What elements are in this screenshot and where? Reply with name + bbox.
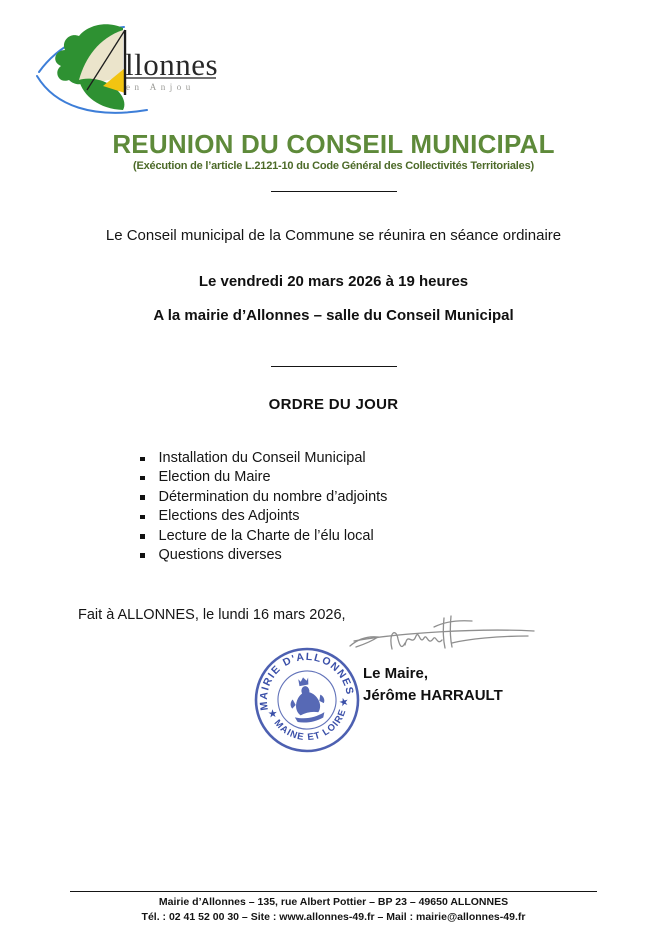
list-item xyxy=(140,528,387,547)
agenda-item-label: Installation du Conseil Municipal xyxy=(158,450,366,466)
logo-tagline: en Anjou xyxy=(126,82,195,92)
footer-address: Mairie d’Allonnes – 135, rue Albert Pottier – BP 23 – 49650 ALLONNES xyxy=(158,896,509,908)
footer-contacts: Tél. : 02 41 52 00 30 – Site : www.allonnes-49.fr – Mail : mairie@allonnes-49.fr xyxy=(141,910,526,923)
bullet-icon xyxy=(140,495,145,500)
list-item xyxy=(140,547,387,566)
stamp-crest-icon xyxy=(286,674,327,724)
allonnes-logo xyxy=(35,22,250,122)
bullet-icon xyxy=(140,515,145,520)
stamp-top-text: MAIRIE D'ALLONNES xyxy=(257,650,356,712)
agenda-item-label: Elections des Adjoints xyxy=(158,508,300,525)
logo-wordmark: llonnes xyxy=(125,47,219,82)
agenda-item-label: Détermination du nombre d’adjoints xyxy=(158,488,388,505)
agenda-item-label: Questions diverses xyxy=(158,546,282,563)
bullet-icon xyxy=(140,457,145,462)
list-item xyxy=(140,489,387,508)
bullet-icon xyxy=(140,553,145,558)
stamp-bottom-text: ★ MAINE ET LOIRE ★ xyxy=(265,696,351,744)
list-item xyxy=(140,450,387,469)
page-title: REUNION DU CONSEIL MUNICIPAL xyxy=(112,129,555,159)
meeting-date: Le vendredi 20 mars 2026 à 19 heures xyxy=(198,273,469,290)
signature-image xyxy=(348,603,540,661)
signer-title: Le Maire, xyxy=(363,665,429,682)
place-date-text: Fait à ALLONNES, le lundi 16 mars 2026, xyxy=(78,607,346,623)
separator-line xyxy=(271,191,397,192)
list-item xyxy=(140,469,387,488)
signer-name: Jérôme HARRAULT xyxy=(363,687,503,704)
municipal-stamp xyxy=(242,636,371,764)
intro-text: Le Conseil municipal de la Commune se réunira en séance ordinaire xyxy=(105,227,562,244)
footer xyxy=(0,895,667,924)
agenda-list xyxy=(140,450,387,566)
signer-block xyxy=(363,663,503,707)
agenda-item-label: Lecture de la Charte de l’élu local xyxy=(158,527,374,544)
bullet-icon xyxy=(140,534,145,539)
agenda-item-label: Election du Maire xyxy=(158,469,271,486)
separator-line xyxy=(271,366,397,367)
bullet-icon xyxy=(140,476,145,481)
meeting-place: A la mairie d’Allonnes – salle du Conseil Municipal xyxy=(153,307,514,324)
page-subtitle: (Exécution de l’article L.2121-10 du Code Général des Collectivités Territoriales) xyxy=(133,160,534,172)
list-item xyxy=(140,508,387,527)
footer-rule xyxy=(70,891,597,892)
agenda-heading: ORDRE DU JOUR xyxy=(268,396,399,413)
